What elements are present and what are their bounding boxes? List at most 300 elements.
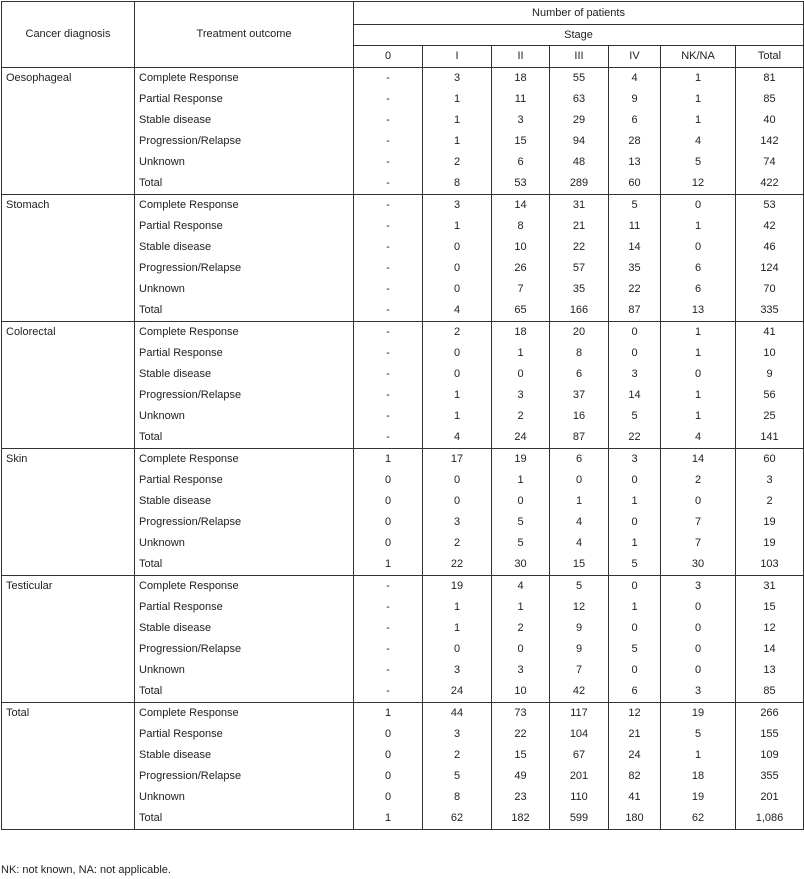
table-row bbox=[2, 195, 804, 217]
value-cell: 1 bbox=[661, 216, 736, 237]
table-row bbox=[2, 449, 804, 471]
value-cell: 155 bbox=[736, 724, 804, 745]
value-cell: 0 bbox=[354, 766, 423, 787]
value-cell: 142 bbox=[736, 131, 804, 152]
value-cell: 1 bbox=[423, 618, 492, 639]
value-cell: 19 bbox=[661, 703, 736, 725]
outcome-cell: Complete Response bbox=[135, 703, 354, 725]
value-cell: 0 bbox=[609, 470, 661, 491]
value-cell: - bbox=[354, 660, 423, 681]
stage-header: Stage bbox=[354, 25, 804, 46]
value-cell: 17 bbox=[423, 449, 492, 471]
value-cell: 1,086 bbox=[736, 808, 804, 830]
value-cell: 28 bbox=[609, 131, 661, 152]
value-cell: 6 bbox=[492, 152, 550, 173]
outcome-cell: Complete Response bbox=[135, 68, 354, 90]
value-cell: 19 bbox=[423, 576, 492, 598]
value-cell: - bbox=[354, 639, 423, 660]
header-row-top bbox=[2, 2, 804, 25]
value-cell: 3 bbox=[423, 68, 492, 90]
value-cell: 10 bbox=[492, 237, 550, 258]
value-cell: 14 bbox=[661, 449, 736, 471]
value-cell: 422 bbox=[736, 173, 804, 195]
value-cell: 19 bbox=[661, 787, 736, 808]
value-cell: 18 bbox=[492, 68, 550, 90]
value-cell: 29 bbox=[550, 110, 609, 131]
value-cell: 5 bbox=[661, 724, 736, 745]
value-cell: 3 bbox=[492, 385, 550, 406]
value-cell: 60 bbox=[736, 449, 804, 471]
value-cell: 0 bbox=[354, 724, 423, 745]
value-cell: 22 bbox=[609, 427, 661, 449]
outcome-cell: Stable disease bbox=[135, 237, 354, 258]
value-cell: 70 bbox=[736, 279, 804, 300]
value-cell: 74 bbox=[736, 152, 804, 173]
value-cell: 1 bbox=[354, 808, 423, 830]
value-cell: 166 bbox=[550, 300, 609, 322]
value-cell: - bbox=[354, 216, 423, 237]
value-cell: 0 bbox=[492, 364, 550, 385]
outcome-cell: Partial Response bbox=[135, 216, 354, 237]
outcome-cell: Stable disease bbox=[135, 618, 354, 639]
value-cell: 15 bbox=[492, 131, 550, 152]
value-cell: 5 bbox=[492, 533, 550, 554]
value-cell: 20 bbox=[550, 322, 609, 344]
value-cell: 25 bbox=[736, 406, 804, 427]
value-cell: 0 bbox=[661, 660, 736, 681]
value-cell: 6 bbox=[661, 258, 736, 279]
outcome-cell: Progression/Relapse bbox=[135, 131, 354, 152]
value-cell: 1 bbox=[354, 449, 423, 471]
value-cell: 4 bbox=[423, 427, 492, 449]
value-cell: 8 bbox=[492, 216, 550, 237]
value-cell: 0 bbox=[423, 237, 492, 258]
value-cell: 49 bbox=[492, 766, 550, 787]
value-cell: 1 bbox=[609, 491, 661, 512]
value-cell: - bbox=[354, 322, 423, 344]
value-cell: 3 bbox=[492, 110, 550, 131]
value-cell: 0 bbox=[661, 597, 736, 618]
value-cell: 60 bbox=[609, 173, 661, 195]
value-cell: 13 bbox=[661, 300, 736, 322]
value-cell: 44 bbox=[423, 703, 492, 725]
value-cell: 53 bbox=[492, 173, 550, 195]
value-cell: 4 bbox=[661, 131, 736, 152]
outcome-header: Treatment outcome bbox=[135, 2, 354, 68]
outcome-cell: Total bbox=[135, 808, 354, 830]
value-cell: 0 bbox=[423, 491, 492, 512]
outcome-cell: Unknown bbox=[135, 533, 354, 554]
value-cell: 1 bbox=[492, 470, 550, 491]
value-cell: 62 bbox=[423, 808, 492, 830]
outcome-cell: Complete Response bbox=[135, 195, 354, 217]
value-cell: 7 bbox=[550, 660, 609, 681]
value-cell: 0 bbox=[423, 258, 492, 279]
value-cell: 31 bbox=[550, 195, 609, 217]
outcome-cell: Total bbox=[135, 427, 354, 449]
value-cell: - bbox=[354, 258, 423, 279]
value-cell: 2 bbox=[492, 406, 550, 427]
value-cell: 6 bbox=[550, 364, 609, 385]
outcome-cell: Partial Response bbox=[135, 89, 354, 110]
value-cell: 4 bbox=[423, 300, 492, 322]
value-cell: 599 bbox=[550, 808, 609, 830]
value-cell: 1 bbox=[661, 322, 736, 344]
value-cell: 12 bbox=[550, 597, 609, 618]
value-cell: 8 bbox=[423, 787, 492, 808]
outcome-cell: Partial Response bbox=[135, 724, 354, 745]
value-cell: 6 bbox=[550, 449, 609, 471]
value-cell: 289 bbox=[550, 173, 609, 195]
outcome-cell: Progression/Relapse bbox=[135, 639, 354, 660]
column-header: Total bbox=[736, 46, 804, 68]
value-cell: 53 bbox=[736, 195, 804, 217]
value-cell: 2 bbox=[661, 470, 736, 491]
value-cell: - bbox=[354, 195, 423, 217]
value-cell: 40 bbox=[736, 110, 804, 131]
value-cell: 1 bbox=[423, 597, 492, 618]
value-cell: 8 bbox=[550, 343, 609, 364]
outcome-cell: Partial Response bbox=[135, 470, 354, 491]
value-cell: 26 bbox=[492, 258, 550, 279]
value-cell: - bbox=[354, 681, 423, 703]
value-cell: 82 bbox=[609, 766, 661, 787]
outcome-cell: Unknown bbox=[135, 660, 354, 681]
value-cell: 6 bbox=[661, 279, 736, 300]
value-cell: 3 bbox=[609, 364, 661, 385]
outcome-cell: Total bbox=[135, 681, 354, 703]
table-body bbox=[2, 68, 804, 830]
value-cell: 12 bbox=[609, 703, 661, 725]
value-cell: 57 bbox=[550, 258, 609, 279]
value-cell: 42 bbox=[550, 681, 609, 703]
value-cell: 9 bbox=[550, 618, 609, 639]
value-cell: 3 bbox=[423, 724, 492, 745]
diagnosis-cell: Skin bbox=[2, 449, 135, 576]
value-cell: 266 bbox=[736, 703, 804, 725]
outcome-cell: Progression/Relapse bbox=[135, 258, 354, 279]
value-cell: 0 bbox=[423, 470, 492, 491]
value-cell: 4 bbox=[492, 576, 550, 598]
value-cell: 3 bbox=[423, 512, 492, 533]
value-cell: 1 bbox=[661, 406, 736, 427]
table-row bbox=[2, 576, 804, 598]
value-cell: - bbox=[354, 173, 423, 195]
value-cell: 7 bbox=[661, 533, 736, 554]
value-cell: 0 bbox=[550, 470, 609, 491]
value-cell: - bbox=[354, 279, 423, 300]
value-cell: 1 bbox=[661, 745, 736, 766]
value-cell: 1 bbox=[354, 703, 423, 725]
value-cell: 0 bbox=[661, 618, 736, 639]
patients-table bbox=[1, 1, 804, 830]
value-cell: 21 bbox=[550, 216, 609, 237]
value-cell: 0 bbox=[354, 512, 423, 533]
value-cell: 109 bbox=[736, 745, 804, 766]
value-cell: 1 bbox=[492, 343, 550, 364]
outcome-cell: Progression/Relapse bbox=[135, 385, 354, 406]
outcome-cell: Total bbox=[135, 173, 354, 195]
value-cell: 81 bbox=[736, 68, 804, 90]
value-cell: - bbox=[354, 89, 423, 110]
value-cell: 15 bbox=[550, 554, 609, 576]
value-cell: 3 bbox=[423, 195, 492, 217]
outcome-cell: Complete Response bbox=[135, 449, 354, 471]
value-cell: 103 bbox=[736, 554, 804, 576]
value-cell: 14 bbox=[736, 639, 804, 660]
value-cell: 0 bbox=[661, 491, 736, 512]
value-cell: 0 bbox=[661, 639, 736, 660]
value-cell: - bbox=[354, 618, 423, 639]
diagnosis-cell: Stomach bbox=[2, 195, 135, 322]
value-cell: 0 bbox=[423, 639, 492, 660]
column-header: 0 bbox=[354, 46, 423, 68]
value-cell: 0 bbox=[609, 322, 661, 344]
value-cell: 15 bbox=[736, 597, 804, 618]
value-cell: - bbox=[354, 110, 423, 131]
column-header: I bbox=[423, 46, 492, 68]
value-cell: 1 bbox=[661, 68, 736, 90]
value-cell: 2 bbox=[736, 491, 804, 512]
value-cell: 23 bbox=[492, 787, 550, 808]
value-cell: 65 bbox=[492, 300, 550, 322]
value-cell: 5 bbox=[550, 576, 609, 598]
value-cell: 48 bbox=[550, 152, 609, 173]
outcome-cell: Stable disease bbox=[135, 745, 354, 766]
diagnosis-cell: Oesophageal bbox=[2, 68, 135, 195]
value-cell: 1 bbox=[661, 343, 736, 364]
value-cell: 4 bbox=[609, 68, 661, 90]
value-cell: 0 bbox=[492, 491, 550, 512]
outcome-cell: Total bbox=[135, 554, 354, 576]
value-cell: - bbox=[354, 237, 423, 258]
value-cell: 37 bbox=[550, 385, 609, 406]
value-cell: - bbox=[354, 576, 423, 598]
value-cell: 0 bbox=[423, 364, 492, 385]
value-cell: 1 bbox=[550, 491, 609, 512]
value-cell: 63 bbox=[550, 89, 609, 110]
value-cell: 3 bbox=[736, 470, 804, 491]
value-cell: - bbox=[354, 364, 423, 385]
outcome-cell: Complete Response bbox=[135, 576, 354, 598]
value-cell: 3 bbox=[492, 660, 550, 681]
diagnosis-header: Cancer diagnosis bbox=[2, 2, 135, 68]
value-cell: 1 bbox=[354, 554, 423, 576]
column-header: III bbox=[550, 46, 609, 68]
value-cell: 1 bbox=[609, 533, 661, 554]
value-cell: 1 bbox=[423, 406, 492, 427]
value-cell: 0 bbox=[609, 660, 661, 681]
value-cell: 31 bbox=[736, 576, 804, 598]
value-cell: 24 bbox=[492, 427, 550, 449]
value-cell: 5 bbox=[609, 554, 661, 576]
value-cell: 0 bbox=[354, 745, 423, 766]
value-cell: 6 bbox=[609, 681, 661, 703]
value-cell: 335 bbox=[736, 300, 804, 322]
column-header: IV bbox=[609, 46, 661, 68]
value-cell: 1 bbox=[423, 131, 492, 152]
value-cell: - bbox=[354, 597, 423, 618]
value-cell: 0 bbox=[354, 470, 423, 491]
table-row bbox=[2, 322, 804, 344]
value-cell: 201 bbox=[736, 787, 804, 808]
value-cell: 19 bbox=[736, 533, 804, 554]
value-cell: 41 bbox=[609, 787, 661, 808]
value-cell: 0 bbox=[609, 512, 661, 533]
value-cell: 9 bbox=[609, 89, 661, 110]
value-cell: 0 bbox=[661, 195, 736, 217]
value-cell: 5 bbox=[609, 639, 661, 660]
value-cell: 5 bbox=[492, 512, 550, 533]
value-cell: 9 bbox=[736, 364, 804, 385]
value-cell: 2 bbox=[423, 745, 492, 766]
value-cell: 15 bbox=[492, 745, 550, 766]
value-cell: 5 bbox=[609, 406, 661, 427]
value-cell: 11 bbox=[609, 216, 661, 237]
value-cell: 201 bbox=[550, 766, 609, 787]
value-cell: 0 bbox=[661, 364, 736, 385]
value-cell: 1 bbox=[423, 110, 492, 131]
value-cell: 19 bbox=[492, 449, 550, 471]
value-cell: 24 bbox=[609, 745, 661, 766]
value-cell: 8 bbox=[423, 173, 492, 195]
value-cell: 6 bbox=[609, 110, 661, 131]
value-cell: 0 bbox=[354, 533, 423, 554]
value-cell: 182 bbox=[492, 808, 550, 830]
value-cell: 4 bbox=[550, 533, 609, 554]
value-cell: 5 bbox=[423, 766, 492, 787]
value-cell: 73 bbox=[492, 703, 550, 725]
value-cell: 14 bbox=[609, 237, 661, 258]
outcome-cell: Unknown bbox=[135, 787, 354, 808]
value-cell: 4 bbox=[661, 427, 736, 449]
value-cell: 3 bbox=[423, 660, 492, 681]
diagnosis-cell: Colorectal bbox=[2, 322, 135, 449]
value-cell: - bbox=[354, 427, 423, 449]
outcome-cell: Unknown bbox=[135, 279, 354, 300]
value-cell: 0 bbox=[609, 343, 661, 364]
value-cell: 7 bbox=[661, 512, 736, 533]
value-cell: 22 bbox=[550, 237, 609, 258]
value-cell: 18 bbox=[492, 322, 550, 344]
value-cell: - bbox=[354, 68, 423, 90]
value-cell: 3 bbox=[661, 576, 736, 598]
value-cell: 1 bbox=[661, 385, 736, 406]
value-cell: 355 bbox=[736, 766, 804, 787]
value-cell: 9 bbox=[550, 639, 609, 660]
value-cell: 42 bbox=[736, 216, 804, 237]
value-cell: 14 bbox=[609, 385, 661, 406]
value-cell: 110 bbox=[550, 787, 609, 808]
value-cell: 1 bbox=[661, 89, 736, 110]
value-cell: 13 bbox=[736, 660, 804, 681]
value-cell: 180 bbox=[609, 808, 661, 830]
value-cell: 87 bbox=[609, 300, 661, 322]
value-cell: 1 bbox=[423, 385, 492, 406]
value-cell: 104 bbox=[550, 724, 609, 745]
value-cell: 16 bbox=[550, 406, 609, 427]
value-cell: 10 bbox=[736, 343, 804, 364]
value-cell: 12 bbox=[661, 173, 736, 195]
value-cell: 1 bbox=[609, 597, 661, 618]
value-cell: - bbox=[354, 385, 423, 406]
value-cell: 1 bbox=[492, 597, 550, 618]
value-cell: 62 bbox=[661, 808, 736, 830]
value-cell: 0 bbox=[492, 639, 550, 660]
value-cell: - bbox=[354, 300, 423, 322]
value-cell: 19 bbox=[736, 512, 804, 533]
value-cell: 22 bbox=[423, 554, 492, 576]
value-cell: 1 bbox=[423, 216, 492, 237]
outcome-cell: Partial Response bbox=[135, 597, 354, 618]
value-cell: 67 bbox=[550, 745, 609, 766]
table-row bbox=[2, 68, 804, 90]
value-cell: 24 bbox=[423, 681, 492, 703]
outcome-cell: Unknown bbox=[135, 152, 354, 173]
value-cell: 55 bbox=[550, 68, 609, 90]
outcome-cell: Unknown bbox=[135, 406, 354, 427]
value-cell: 94 bbox=[550, 131, 609, 152]
value-cell: 0 bbox=[354, 491, 423, 512]
value-cell: 22 bbox=[492, 724, 550, 745]
outcome-cell: Stable disease bbox=[135, 364, 354, 385]
value-cell: 2 bbox=[492, 618, 550, 639]
value-cell: 117 bbox=[550, 703, 609, 725]
outcome-cell: Stable disease bbox=[135, 491, 354, 512]
value-cell: 30 bbox=[661, 554, 736, 576]
value-cell: 0 bbox=[354, 787, 423, 808]
value-cell: 141 bbox=[736, 427, 804, 449]
diagnosis-cell: Testicular bbox=[2, 576, 135, 703]
value-cell: 5 bbox=[609, 195, 661, 217]
value-cell: 13 bbox=[609, 152, 661, 173]
table-row bbox=[2, 703, 804, 725]
value-cell: 3 bbox=[609, 449, 661, 471]
value-cell: - bbox=[354, 131, 423, 152]
footnote: NK: not known, NA: not applicable. bbox=[1, 864, 171, 876]
value-cell: 7 bbox=[492, 279, 550, 300]
value-cell: 2 bbox=[423, 533, 492, 554]
column-header: NK/NA bbox=[661, 46, 736, 68]
value-cell: - bbox=[354, 152, 423, 173]
value-cell: 87 bbox=[550, 427, 609, 449]
value-cell: - bbox=[354, 343, 423, 364]
value-cell: 3 bbox=[661, 681, 736, 703]
value-cell: 35 bbox=[609, 258, 661, 279]
patients-header: Number of patients bbox=[354, 2, 804, 25]
outcome-cell: Stable disease bbox=[135, 110, 354, 131]
value-cell: 0 bbox=[609, 618, 661, 639]
value-cell: 1 bbox=[661, 110, 736, 131]
outcome-cell: Total bbox=[135, 300, 354, 322]
value-cell: 0 bbox=[423, 279, 492, 300]
value-cell: 85 bbox=[736, 89, 804, 110]
value-cell: 22 bbox=[609, 279, 661, 300]
outcome-cell: Partial Response bbox=[135, 343, 354, 364]
outcome-cell: Progression/Relapse bbox=[135, 766, 354, 787]
outcome-cell: Progression/Relapse bbox=[135, 512, 354, 533]
value-cell: 5 bbox=[661, 152, 736, 173]
value-cell: 0 bbox=[609, 576, 661, 598]
value-cell: 14 bbox=[492, 195, 550, 217]
value-cell: 12 bbox=[736, 618, 804, 639]
value-cell: 4 bbox=[550, 512, 609, 533]
value-cell: 2 bbox=[423, 152, 492, 173]
value-cell: 2 bbox=[423, 322, 492, 344]
value-cell: 21 bbox=[609, 724, 661, 745]
value-cell: - bbox=[354, 406, 423, 427]
outcome-cell: Complete Response bbox=[135, 322, 354, 344]
